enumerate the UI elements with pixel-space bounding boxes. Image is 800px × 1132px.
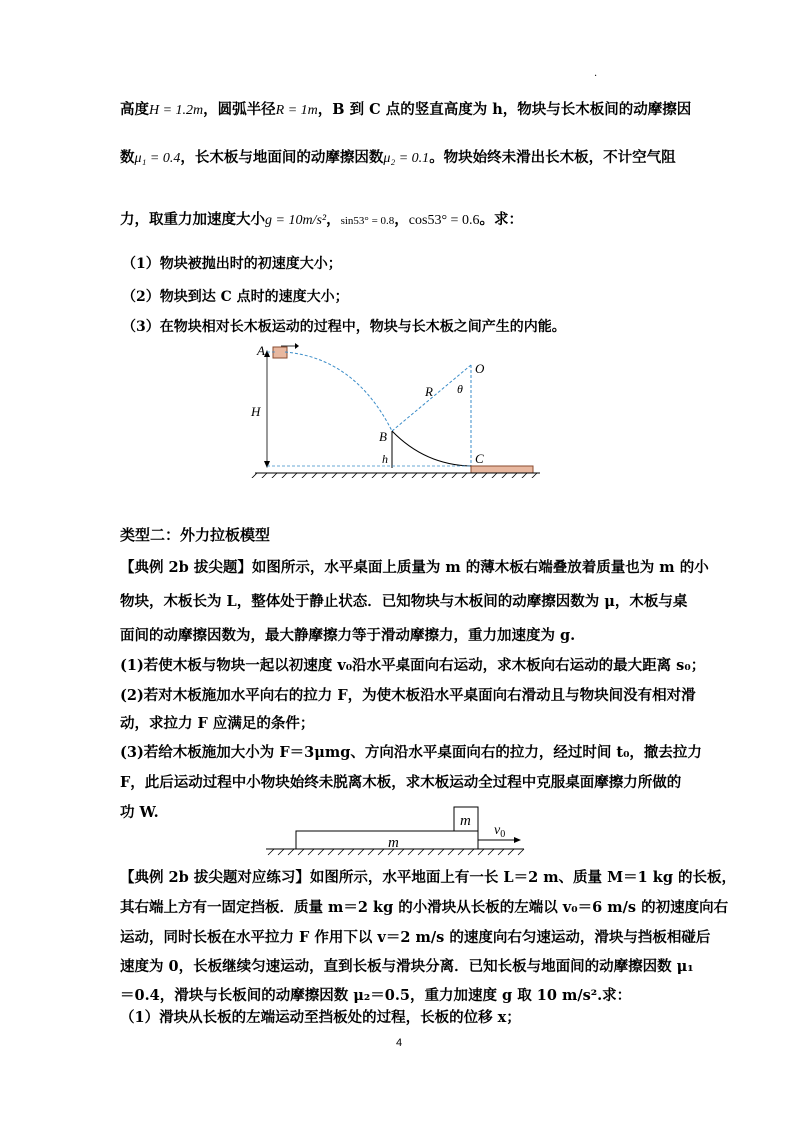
text-shu: 数 <box>120 149 135 166</box>
problem1-line1 <box>120 98 691 119</box>
label-r: R <box>425 384 433 399</box>
practice-line-3: 运动，同时长板在水平拉力 F 作用下以 v＝2 m/s 的速度向右匀速运动，滑块与挡板相碰后 <box>120 929 711 946</box>
problem1-line2 <box>120 146 676 167</box>
label-v0 <box>494 823 505 840</box>
label-c: C <box>475 451 484 466</box>
label-v: v <box>494 823 501 838</box>
problem1-line3: 力，取重力加速度大小g = 10m/s²，sin53° = 0.8，cos53° = 0.6。求： <box>120 211 523 228</box>
text-height: 高度 <box>120 101 149 118</box>
example-line-7: (3)若给木板施加大小为 F＝3μmg、方向沿水平桌面向右的拉力，经过时间 t₀，撤去拉力 <box>120 744 702 761</box>
label-a: A <box>257 343 265 358</box>
example-line-2: 物块，木板长为 L，整体处于静止状态．已知物块与木板间的动摩擦因数为 μ，木板与桌 <box>120 593 688 610</box>
practice-line-1: 【典例 2b 拔尖题对应练习】如图所示，水平地面上有一长 L＝2 m、质量 M＝1 kg 的长板， <box>120 869 737 886</box>
math-mu2: μ₂ = 0.1 <box>383 151 430 166</box>
example-line-3: 面间的动摩擦因数为，最大静摩擦力等于滑动摩擦力，重力加速度为 g. <box>120 627 576 644</box>
math-g: g = 10m/s² <box>265 213 327 228</box>
block-a <box>273 347 287 358</box>
ground-hatching <box>251 473 537 478</box>
label-h-lower: h <box>382 452 388 466</box>
label-theta: θ <box>457 382 463 396</box>
velocity-arrowhead <box>295 343 299 349</box>
arc-bc <box>392 431 471 466</box>
text-radius: ，圆弧半径 <box>203 101 276 118</box>
height-arrow-bottom <box>264 461 270 468</box>
projectile-path <box>285 352 392 431</box>
question-1: （1）物块被抛出时的初速度大小； <box>122 256 342 272</box>
math-mu1: μ₁ = 0.4 <box>134 151 181 166</box>
text-gravity: 力，取重力加速度大小 <box>120 211 265 228</box>
text-friction: ，B 到 C 点的竖直高度为 h，物块与长木板间的动摩擦因 <box>317 101 692 118</box>
corner-mark: . <box>594 68 598 79</box>
example-line-6: 动，求拉力 F 应满足的条件； <box>120 715 315 732</box>
math-cos: cos53° = 0.6 <box>408 213 480 228</box>
example-line-9: 功 W. <box>120 804 159 821</box>
math-H: H = 1.2m <box>149 103 204 118</box>
math-R: R = 1m <box>275 103 318 118</box>
example-line-1: 【典例 2b 拔尖题】如图所示，水平桌面上质量为 m 的薄木板右端叠放着质量也为 m 的小 <box>120 559 709 576</box>
text-qiu: 。求： <box>479 211 523 228</box>
label-h-upper: H <box>251 404 261 419</box>
page-number: 4 <box>396 1037 403 1049</box>
example-line-4: (1)若使木板与物块一起以初速度 v₀沿水平桌面向右运动，求木板向右运动的最大距离 s₀； <box>120 657 706 674</box>
board-block-figure <box>266 804 536 864</box>
label-b: B <box>379 429 387 444</box>
practice-line-5: ＝0.4，滑块与长板间的动摩擦因数 μ₂＝0.5，重力加速度 g 取 10 m/s².求： <box>120 987 632 1004</box>
practice-line-2: 其右端上方有一固定挡板．质量 m＝2 kg 的小滑块从长板的左端以 v₀＝6 m/s 的初速度向右 <box>120 899 729 916</box>
v0-arrowhead <box>514 837 521 843</box>
practice-line-6: （1）滑块从长板的左端运动至挡板处的过程，长板的位移 x； <box>120 1009 521 1026</box>
text-noair: 。物块始终未滑出长木板，不计空气阻 <box>429 149 676 166</box>
section-heading: 类型二：外力拉板模型 <box>120 526 271 544</box>
long-board <box>471 466 533 473</box>
example-line-5: (2)若对木板施加水平向右的拉力 F，为使木板沿水平桌面向右滑动且与物块间没有相对滑 <box>120 687 696 704</box>
projectile-arc-figure <box>245 338 545 478</box>
question-3: （3）在物块相对长木板运动的过程中，物块与长木板之间产生的内能。 <box>122 319 566 335</box>
label-o: O <box>475 361 485 376</box>
question-2: （2）物块到达 C 点时的速度大小； <box>122 289 349 305</box>
label-board-m: m <box>388 835 399 851</box>
math-sin: sin53° = 0.8 <box>340 215 395 227</box>
thin-board <box>296 831 478 849</box>
label-block-m: m <box>460 813 471 829</box>
practice-line-4: 速度为 0，长板继续匀速运动，直到长板与滑块分离．已知长板与地面间的动摩擦因数 μ₁ <box>120 958 694 975</box>
text-board: ，长木板与地面间的动摩擦因数 <box>180 149 384 166</box>
example-line-8: F，此后运动过程中小物块始终未脱离木板，求木板运动全过程中克服桌面摩擦力所做的 <box>120 774 682 791</box>
label-v-sub: 0 <box>500 829 506 840</box>
